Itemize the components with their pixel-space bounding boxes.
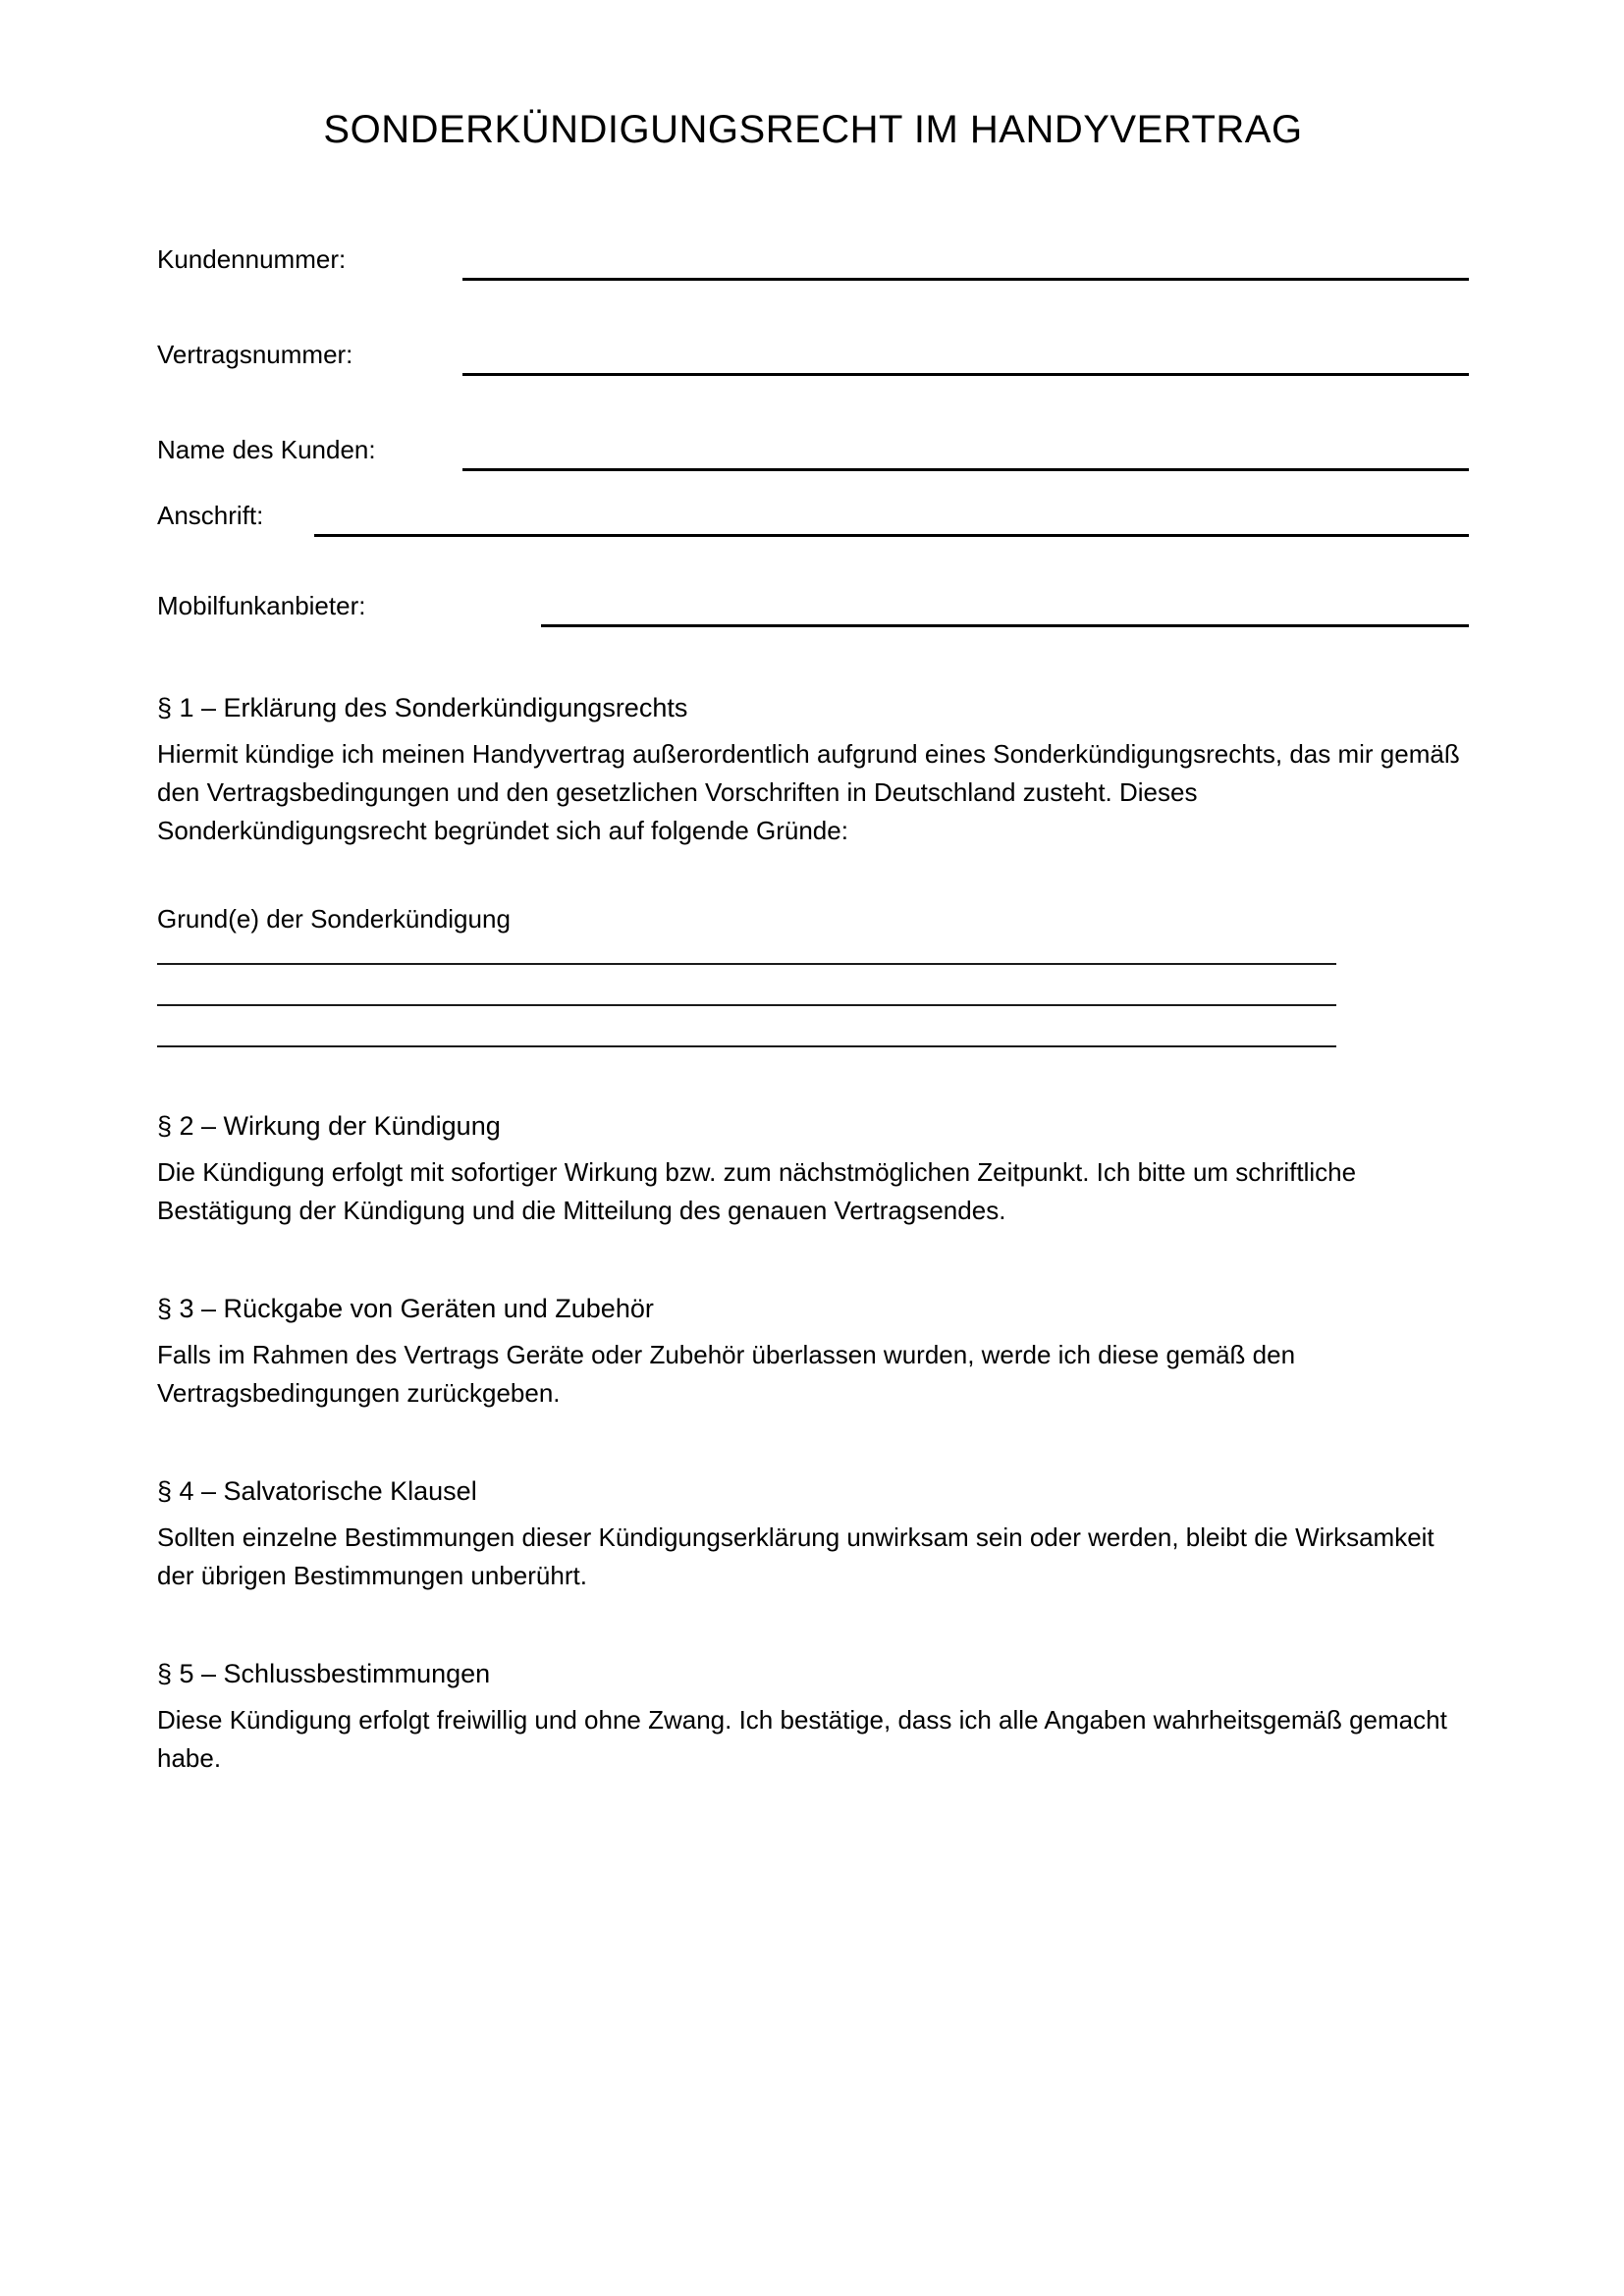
kundennummer-input-line[interactable]	[462, 278, 1469, 281]
kundennummer-label: Kundennummer:	[157, 244, 347, 274]
section-5	[157, 1654, 1469, 1778]
section-3-heading: § 3 – Rückgabe von Geräten und Zubehör	[157, 1294, 654, 1323]
mobilfunkanbieter-label: Mobilfunkanbieter:	[157, 591, 366, 620]
section-1-heading: § 1 – Erklärung des Sonderkündigungsrechts	[157, 693, 688, 722]
field-name-des-kunden	[157, 432, 1469, 473]
section-2	[157, 1106, 1469, 1230]
reason-input-line[interactable]	[157, 1004, 1336, 1006]
section-2-body: Die Kündigung erfolgt mit sofortiger Wirkung bzw. zum nächstmöglichen Zeitpunkt. Ich bitte um schriftliche Bestätigung der Kündigung und die Mitteilung des genauen Vertragsendes.	[157, 1157, 1357, 1225]
name-des-kunden-label: Name des Kunden:	[157, 435, 376, 464]
reason-lines	[157, 963, 1336, 1047]
name-des-kunden-input-line[interactable]	[462, 468, 1469, 471]
reasons-label: Grund(e) der Sonderkündigung	[157, 904, 511, 934]
vertragsnummer-label: Vertragsnummer:	[157, 340, 353, 369]
reason-input-line[interactable]	[157, 1045, 1336, 1047]
section-3	[157, 1289, 1469, 1413]
section-3-body: Falls im Rahmen des Vertrags Geräte oder Zubehör überlassen wurden, werde ich diese gemäß den Vertragsbedingungen zurückgeben.	[157, 1340, 1296, 1408]
page-title: SONDERKÜNDIGUNGSRECHT IM HANDYVERTRAG	[323, 108, 1303, 151]
section-4-heading: § 4 – Salvatorische Klausel	[157, 1476, 477, 1506]
section-2-heading: § 2 – Wirkung der Kündigung	[157, 1111, 501, 1141]
section-4-body: Sollten einzelne Bestimmungen dieser Kündigungserklärung unwirksam sein oder werden, bleibt die Wirksamkeit der übrigen Bestimmungen unberührt.	[157, 1522, 1435, 1590]
section-5-body: Diese Kündigung erfolgt freiwillig und ohne Zwang. Ich bestätige, dass ich alle Angaben wahrheitsgemäß gemacht habe.	[157, 1705, 1447, 1773]
section-1	[157, 688, 1469, 850]
section-1-body: Hiermit kündige ich meinen Handyvertrag außerordentlich aufgrund eines Sonderkündigungsrechts, das mir gemäß den Vertragsbedingungen und den gesetzlichen Vorschriften in Deutschland zusteht. Dieses Sonderkündigungsrecht begründet sich auf folgende Gründe:	[157, 739, 1460, 845]
field-anschrift	[157, 498, 1469, 539]
vertragsnummer-input-line[interactable]	[462, 373, 1469, 376]
reason-input-line[interactable]	[157, 963, 1336, 965]
anschrift-input-line[interactable]	[314, 534, 1469, 537]
mobilfunkanbieter-input-line[interactable]	[541, 624, 1469, 627]
field-mobilfunkanbieter	[157, 588, 1469, 629]
form-fields	[157, 241, 1469, 629]
field-vertragsnummer	[157, 337, 1469, 378]
section-5-heading: § 5 – Schlussbestimmungen	[157, 1659, 491, 1688]
termination-reasons-block	[157, 899, 1469, 1047]
field-kundennummer	[157, 241, 1469, 283]
section-4	[157, 1471, 1469, 1595]
anschrift-label: Anschrift:	[157, 501, 264, 530]
